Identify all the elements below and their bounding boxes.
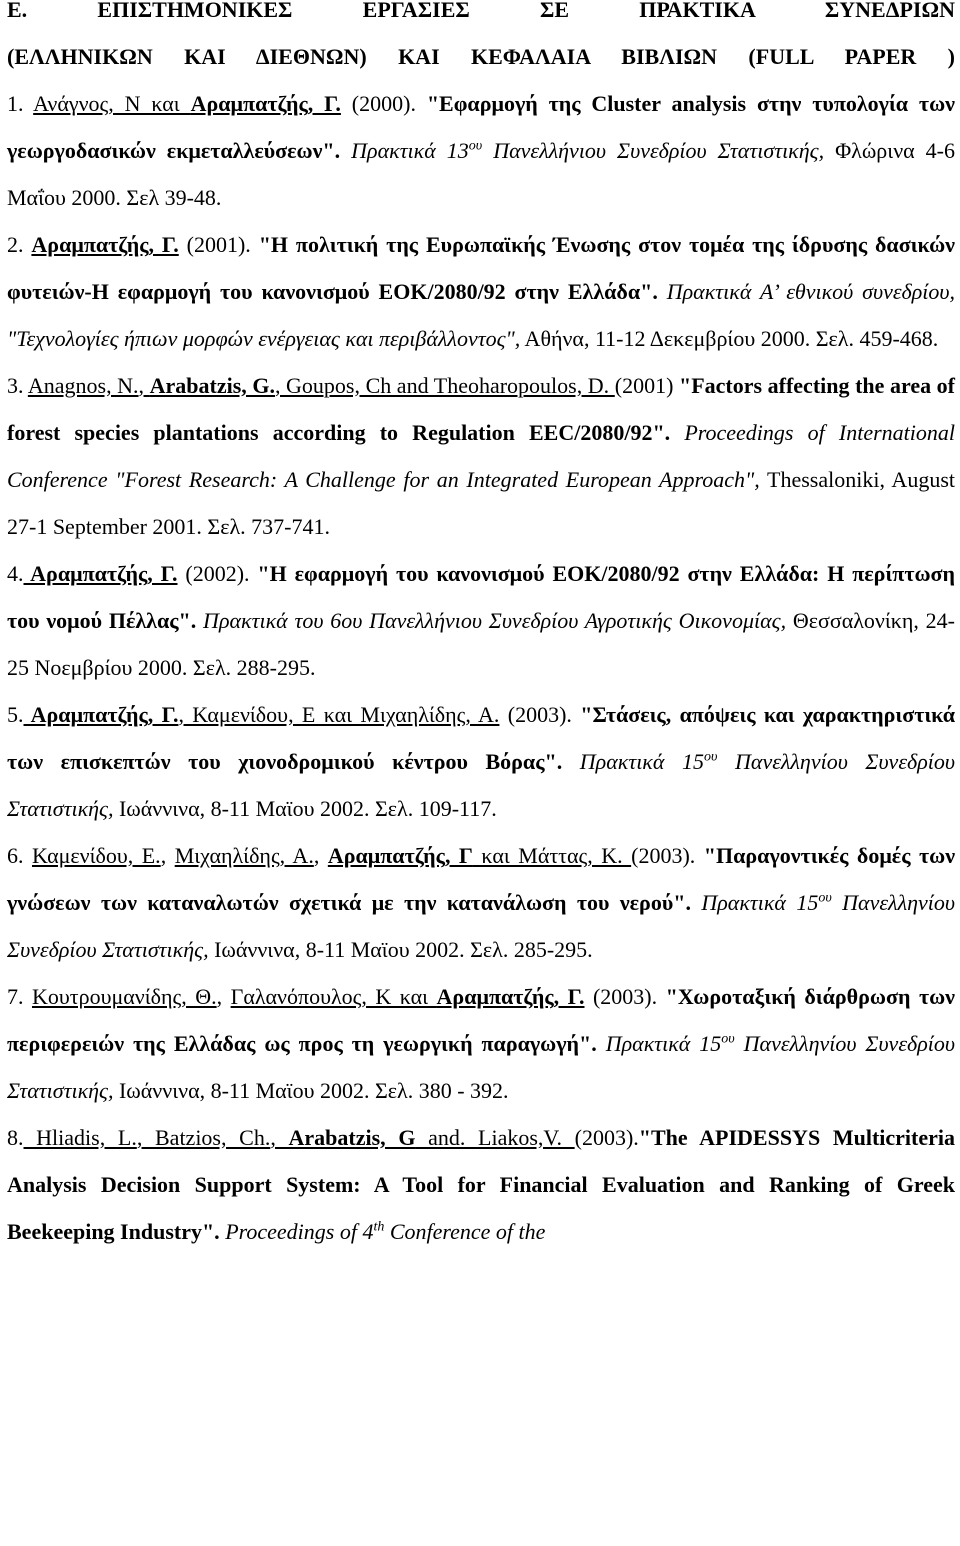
ref-5-author-1: Αραμπατζής, Γ. bbox=[23, 702, 179, 727]
ref-1-author-1: Ανάγνος, Ν και bbox=[33, 91, 191, 116]
ref-3-title: "Factors affecting the area of forest species plantations according to Regulation EEC/2080/92". bbox=[7, 373, 956, 445]
ref-5-venue: Πρακτικά 15 bbox=[562, 749, 704, 774]
reference-3: 3. Anagnos, N., Arabatzis, G., Goupos, Ch and Theoharopoulos, D. (2001) "Factors affecting the area of forest species plantations according to Regulation EEC/2080/92". Proceedings of International Conference "Forest Research: A Challenge for an Integrated European Approach", Thessaloniki, August 27-1 September 2001. Σελ. 737-741. bbox=[7, 373, 956, 539]
ref-7-details: Ιωάννινα, 8-11 Μαϊου 2002. Σελ. 380 - 392. bbox=[113, 1078, 509, 1103]
ref-7-author-3: Αραμπατζής, Γ. bbox=[436, 984, 585, 1009]
ref-5-title: "Στάσεις, απόψεις και χαρακτηριστικά των επισκεπτών του χιονοδρομικού κέντρου Βόρας". bbox=[7, 702, 956, 774]
ref-7-venue: Πρακτικά 15 bbox=[596, 1031, 722, 1056]
ref-3-author-3: , Goupos, Ch and Theoharopoulos, D. bbox=[274, 373, 615, 398]
ref-8-venue: Proceedings of 4 bbox=[219, 1219, 374, 1244]
ref-7-year: (2003). bbox=[584, 984, 666, 1009]
ref-3-author-1: Anagnos, N. bbox=[27, 373, 139, 398]
ref-8-author-3: Arabatzis, G bbox=[288, 1125, 416, 1150]
ref-4-title: "Η εφαρμογή του κανονισμού ΕΟΚ/2080/92 στην Ελλάδα: Η περίπτωση του νομού Πέλλας". bbox=[7, 561, 956, 633]
ref-1-venue: Πρακτικά 13 bbox=[340, 138, 469, 163]
ref-6-venue: Πρακτικά 15 bbox=[690, 890, 819, 915]
ref-8-author-2: Batzios, Ch. bbox=[155, 1125, 271, 1150]
reference-5: 5. Αραμπατζής, Γ., Καμενίδου, Ε και Μιχαηλίδης, Α. (2003). "Στάσεις, απόψεις και χαρακτηριστικά των επισκεπτών του χιονοδρομικού κέντρου Βόρας". Πρακτικά $15^{o\upsilon}$ Πανελληνίου Συνεδρίου Στατιστικής, Ιωάννινα, 8-11 Μαϊου 2002. Σελ. 109-117. bbox=[7, 702, 956, 821]
ref-1-author-2: Αραμπατζής, Γ. bbox=[190, 91, 341, 116]
ref-4-venue: Πρακτικά του 6ου Πανελλήνιου Συνεδρίου Αγροτικής Οικονομίας, bbox=[196, 608, 787, 633]
ref-4-details: Θεσσαλονίκη, 24-25 Νοεμβρίου 2000. Σελ. 288-295. bbox=[7, 608, 955, 680]
ref-1-title: "Εφαρμογή της Cluster analysis στην τυπολογία των γεωργοδασικών εκμεταλλεύσεων". bbox=[7, 91, 955, 163]
ref-6-author-1: Καμενίδου, Ε. bbox=[32, 843, 161, 868]
ref-2-author-1: Αραμπατζής, Γ. bbox=[31, 232, 179, 257]
ref-3-venue: Proceedings of International Conference "Forest Research: A Challenge for an Integrated European Approach", bbox=[7, 420, 955, 492]
reference-2: 2. Αραμπατζής, Γ. (2001). "Η πολιτική της Ευρωπαϊκής Ένωσης στον τομέα της ίδρυσης δασικών φυτειών-Η εφαρμογή του κανονισμού ΕΟΚ/2080/92 στην Ελλάδα". Πρακτικά Α’ εθνικού συνεδρίου, "Τεχνολογίες ήπιων μορφών ενέργειας και περιβάλλοντος", Αθήνα, 11-12 Δεκεμβρίου 2000. Σελ. 459-468. bbox=[7, 232, 955, 351]
ref-4-author-1: Αραμπατζής, Γ. bbox=[23, 561, 178, 586]
reference-6: 6. Καμενίδου, Ε., Μιχαηλίδης, Α., Αραμπατζής, Γ και Μάττας, Κ. (2003). "Παραγοντικές δομές των γνώσεων των καταναλωτών σχετικά με την κατανάλωση του νερού". Πρακτικά $15^{o\upsilon}$ Πανελληνίου Συνεδρίου Στατιστικής, Ιωάννινα, 8-11 Μαϊου 2002. Σελ. 285-295. bbox=[7, 843, 956, 962]
ref-8-author-1: Hliadis, L. bbox=[23, 1125, 137, 1150]
ref-2-year: (2001). bbox=[178, 232, 259, 257]
ref-6-author-3: Αραμπατζής, Γ bbox=[327, 843, 473, 868]
ref-6-title: "Παραγοντικές δομές των γνώσεων των καταναλωτών σχετικά με την κατανάλωση του νερού". bbox=[7, 843, 956, 915]
ref-2-title: "Η πολιτική της Ευρωπαϊκής Ένωσης στον τομέα της ίδρυσης δασικών φυτειών-Η εφαρμογή του κανονισμού ΕΟΚ/2080/92 στην Ελλάδα". bbox=[7, 232, 955, 304]
ref-3-author-2: Arabatzis, G. bbox=[149, 373, 275, 398]
ref-2-venue: Πρακτικά Α’ εθνικού συνεδρίου, "Τεχνολογίες ήπιων μορφών ενέργειας και περιβάλλοντος", bbox=[7, 279, 955, 351]
ref-7-author-1: Κουτρουμανίδης, Θ. bbox=[31, 984, 217, 1009]
ref-1-details: Φλώρινα 4-6 Μαΐου 2000. Σελ 39-48. bbox=[7, 138, 955, 210]
section-title: Ε. ΕΠΙΣΤΗΜΟΝΙΚΕΣ ΕΡΓΑΣΙΕΣ ΣΕ ΠΡΑΚΤΙΚΑ ΣΥΝΕΔΡΙΩΝ (ΕΛΛΗΝΙΚΩΝ ΚΑΙ ΔΙΕΘΝΩΝ) ΚΑΙ ΚΕΦΑΛΑΙΑ ΒΙΒΛΙΩΝ (FULL PAPER ) bbox=[7, 0, 955, 69]
reference-7: 7. Κουτρουμανίδης, Θ., Γαλανόπουλος, Κ και Αραμπατζής, Γ. (2003). "Χωροταξική διάρθρωση των περιφερειών της Ελλάδας ως προς τη γεωργική παραγωγή". Πρακτικά $15^{o\upsilon}$ Πανελληνίου Συνεδρίου Στατιστικής, Ιωάννινα, 8-11 Μαϊου 2002. Σελ. 380 - 392. bbox=[7, 984, 956, 1103]
ref-5-author-2: , Καμενίδου, Ε και Μιχαηλίδης, Α. bbox=[178, 702, 500, 727]
ref-6-year: (2003). bbox=[631, 843, 704, 868]
reference-8: 8. Hliadis, L., Batzios, Ch., Arabatzis, G and. Liakos,V. (2003)."The APIDESSYS Multicriteria Analysis Decision Support System: A Tool for Financial Evaluation and Ranking of Greek Beekeeping Industry". Proceedings of 4th Conference of the bbox=[7, 1125, 956, 1244]
ref-6-details: Ιωάννινα, 8-11 Μαϊου 2002. Σελ. 285-295. bbox=[208, 937, 593, 962]
reference-4: 4. Αραμπατζής, Γ. (2002). "Η εφαρμογή του κανονισμού ΕΟΚ/2080/92 στην Ελλάδα: Η περίπτωση του νομού Πέλλας". Πρακτικά του 6ου Πανελλήνιου Συνεδρίου Αγροτικής Οικονομίας, Θεσσαλονίκη, 24-25 Νοεμβρίου 2000. Σελ. 288-295. bbox=[7, 561, 956, 680]
ref-7-title: "Χωροταξική διάρθρωση των περιφερειών της Ελλάδας ως προς τη γεωργική παραγωγή". bbox=[7, 984, 956, 1056]
ref-8-title: "The APIDESSYS Multicriteria Analysis Decision Support System: A Tool for Financial Evaluation and Ranking of Greek Beekeeping Industry". bbox=[7, 1125, 956, 1244]
ref-4-year: (2002). bbox=[177, 561, 258, 586]
ref-8-author-4: and. Liakos,V. bbox=[415, 1125, 575, 1150]
ref-6-author-2: Μιχαηλίδης, Α. bbox=[174, 843, 314, 868]
reference-1: 1. Ανάγνος, Ν και Αραμπατζής, Γ. (2000). "Εφαρμογή της Cluster analysis στην τυπολογία των γεωργοδασικών εκμεταλλεύσεων". Πρακτικά $13^{o\upsilon}$ Πανελλήνιου Συνεδρίου Στατιστικής, Φλώρινα 4-6 Μαΐου 2000. Σελ 39-48. bbox=[7, 91, 955, 210]
ref-5-year: (2003). bbox=[499, 702, 581, 727]
ref-6-author-4: και Μάττας, Κ. bbox=[472, 843, 632, 868]
ref-3-year: (2001) bbox=[614, 373, 679, 398]
ref-5-details: Ιωάννινα, 8-11 Μαϊου 2002. Σελ. 109-117. bbox=[113, 796, 497, 821]
ref-1-year: (2000). bbox=[340, 91, 427, 116]
ref-8-year: (2003). bbox=[574, 1125, 639, 1150]
ref-7-author-2: Γαλανόπουλος, Κ και bbox=[230, 984, 437, 1009]
ref-2-details: Αθήνα, 11-12 Δεκεμβρίου 2000. Σελ. 459-468. bbox=[520, 326, 939, 351]
ref-3-details: Thessaloniki, August 27-1 September 2001. Σελ. 737-741. bbox=[7, 467, 955, 539]
